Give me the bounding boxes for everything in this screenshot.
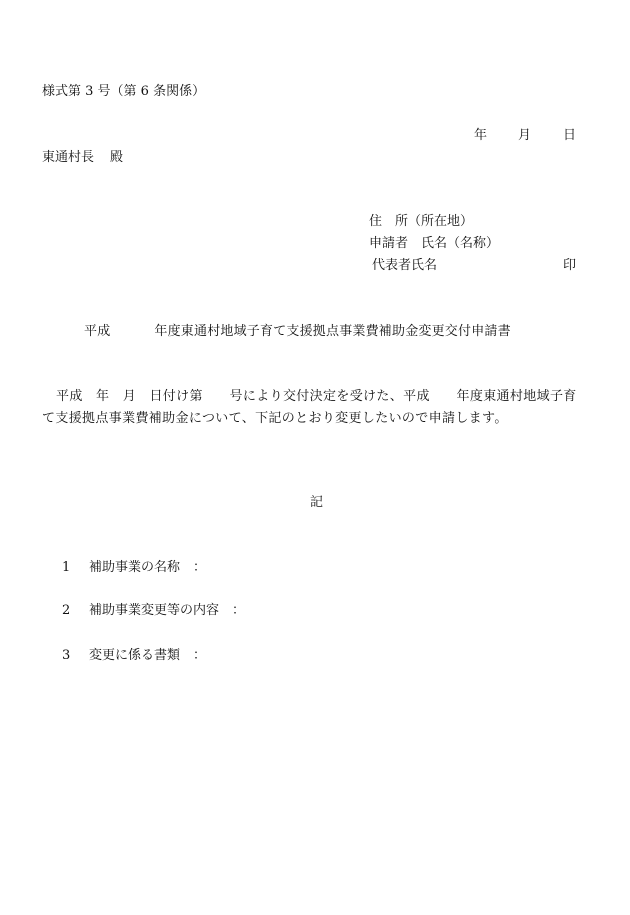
- date-row: [0, 129, 630, 145]
- body-paragraph: 平成 年 月 日付け第 号により交付決定を受けた、平成 年度東通村地域子育て支援拠点事業費補助金について、下記のとおり変更したいので申請します。: [42, 389, 577, 426]
- item-label: 補助事業の名称 ：: [89, 560, 207, 575]
- date-year-label: 年: [474, 128, 488, 143]
- title-era: 平成: [84, 324, 111, 339]
- date-day-label: 日: [563, 128, 577, 143]
- date-month-label: 月: [518, 128, 532, 143]
- list-item: [0, 649, 630, 665]
- document-title: [84, 325, 511, 338]
- list-item: [0, 561, 630, 577]
- seal-mark: 印: [563, 258, 577, 273]
- addressee-honorific: 殿: [110, 150, 124, 165]
- applicant-address-label: 住 所（所在地）: [369, 214, 474, 229]
- item-number: 3: [62, 648, 71, 663]
- form-number: 様式第 3 号（第 6 条関係）: [42, 84, 206, 99]
- applicant-name-label: 申請者 氏名（名称）: [369, 236, 500, 251]
- representative-name-label: 代表者氏名: [372, 258, 438, 273]
- item-label: 補助事業変更等の内容 ：: [89, 603, 246, 618]
- item-label: 変更に係る書類 ：: [89, 648, 207, 663]
- item-number: 1: [62, 560, 71, 575]
- ki-heading: 記: [310, 495, 324, 510]
- list-item: [0, 604, 630, 620]
- addressee-name: 東通村長: [42, 150, 95, 165]
- addressee: [42, 151, 123, 164]
- title-text: 年度東通村地域子育て支援拠点事業費補助金変更交付申請書: [154, 324, 511, 339]
- item-number: 2: [62, 603, 71, 618]
